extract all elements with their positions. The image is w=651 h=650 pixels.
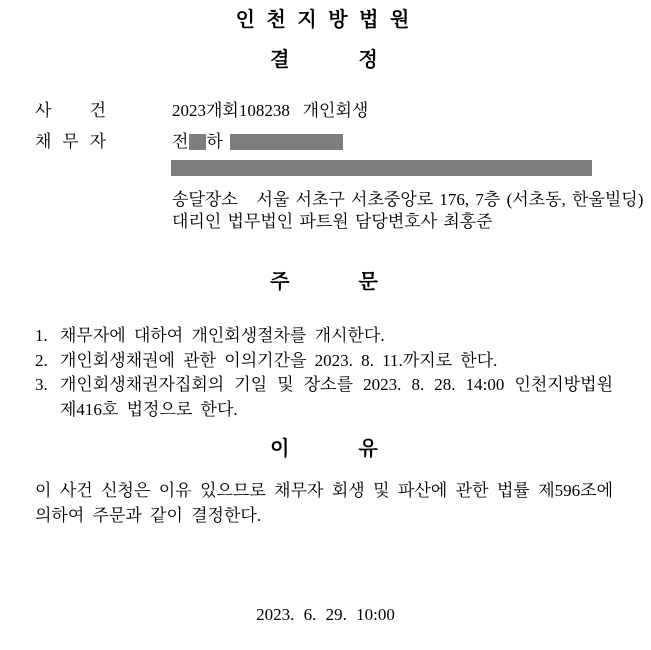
order-item-1 [35,324,613,349]
debtor-label-char: 채 [35,132,52,151]
redaction-bar-name [230,134,343,150]
debtor-label-char: 무 [62,132,79,151]
reason-section-heading [35,437,613,461]
order-item-number: 1. [35,326,48,345]
case-label-char: 사 [35,101,52,120]
case-number-value: 2023개회108238 개인회생 [172,101,369,120]
order-item-text: 채무자에 대하여 개인회생절차를 개시한다. [60,326,385,345]
doc-title-char: 정 [358,49,378,71]
reason-heading-char: 유 [358,438,378,460]
order-item-text: 개인회생채권에 관한 이의기간을 2023. 8. 11.까지로 한다. [60,350,498,370]
decision-datetime: 2023. 6. 29. 10:00 [256,605,395,624]
redaction-box-name [189,134,206,150]
order-item-text: 개인회생채권자집회의 기일 및 장소를 2023. 8. 28. 14:00 인천지방법원 제416호 법정으로 한다. [60,375,613,419]
order-list [35,324,613,422]
order-item-3 [35,373,613,422]
reason-heading-char: 이 [270,438,290,460]
court-name-title: 인 천 지 방 법 원 [235,9,413,31]
service-address: 송달장소 서울 서초구 서초중앙로 176, 7층 (서초동, 한울빌딩) [172,190,644,209]
case-label [35,99,106,123]
order-section-heading [35,270,613,294]
order-heading-char: 주 [270,271,290,293]
debtor-row [35,130,644,232]
order-item-2 [35,349,613,374]
case-label-char: 건 [89,101,106,120]
debtor-label-char: 자 [89,132,106,151]
case-number-row [35,99,613,123]
document-type-title [35,48,613,72]
order-item-number: 3. [35,375,48,394]
redaction-bar-address [171,160,592,176]
representative-line: 대리인 법무법인 파트원 담당변호사 최홍준 [172,212,493,231]
debtor-name-char: 하 [206,132,223,151]
debtor-label [35,130,106,232]
debtor-name-line [172,130,643,154]
doc-title-char: 결 [270,49,290,71]
order-heading-char: 문 [358,271,378,293]
debtor-info-block [172,130,643,232]
debtor-name-char: 전 [172,132,189,151]
reason-body-text: 이 사건 신청은 이유 있으므로 채무자 회생 및 파산에 관한 법률 제596조에 의하여 주문과 같이 결정한다. [35,481,613,525]
order-item-number: 2. [35,350,48,370]
